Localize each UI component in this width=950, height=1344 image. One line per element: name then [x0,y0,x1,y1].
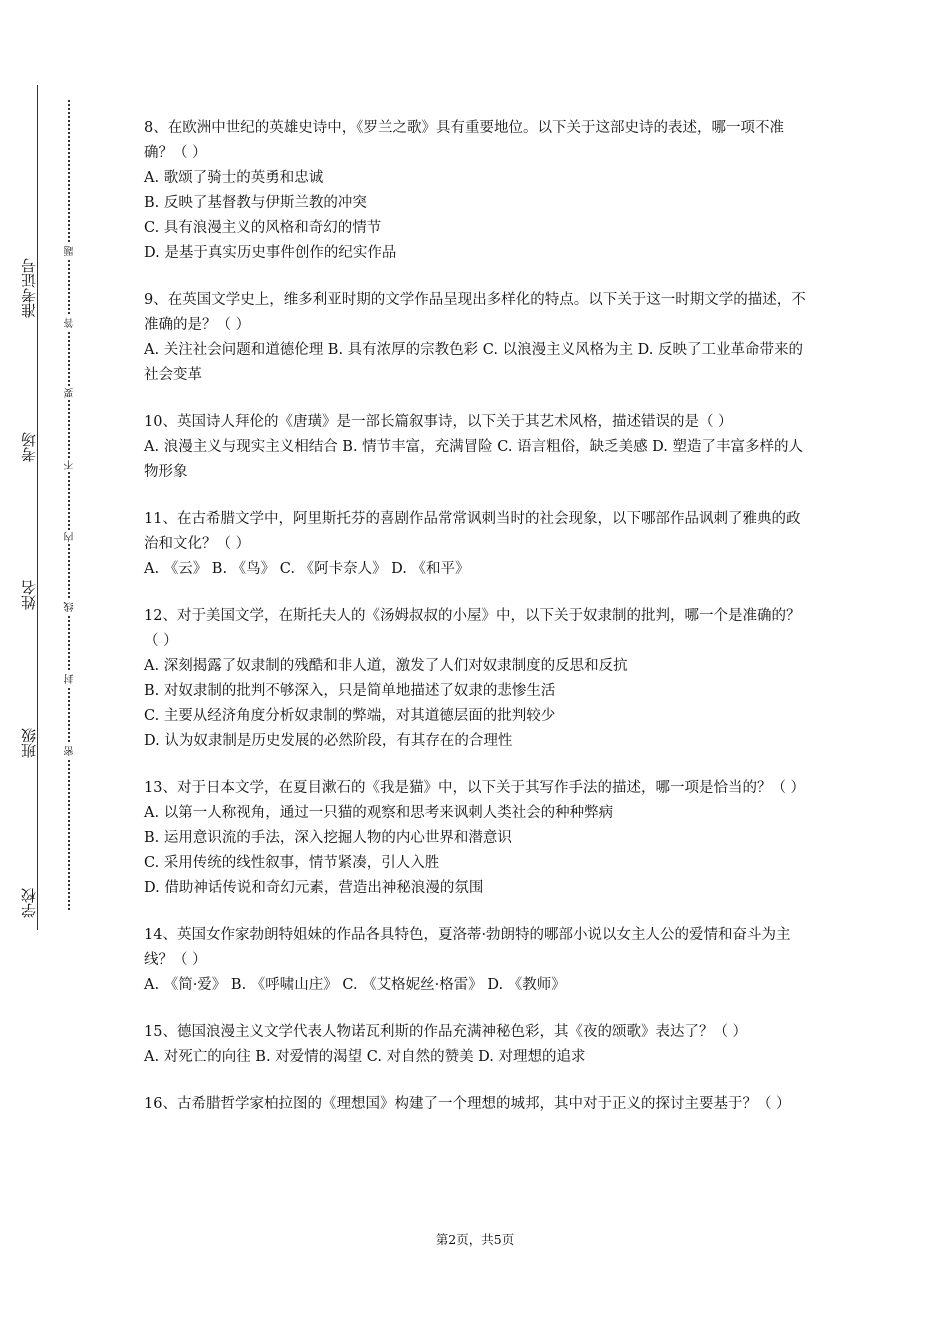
question-13 [144,776,812,901]
seal-char: 线 [65,602,76,612]
option-b: B. 运用意识流的手法，深入挖掘人物的内心世界和潜意识 [144,830,512,846]
question-9 [144,288,812,388]
question-stem: 12、对于美国文学，在斯托夫人的《汤姆叔叔的小屋》中，以下关于奴隶制的批判，哪一个是准确的？（ ） [144,608,801,649]
question-15 [144,1020,812,1070]
name-label: 姓名 [20,580,38,610]
question-stem: 11、在古希腊文学中，阿里斯托芬的喜剧作品常常讽刺当时的社会现象，以下哪部作品讽刺了雅典的政治和文化？（ ） [144,511,801,552]
question-stem: 13、对于日本文学，在夏目漱石的《我是猫》中，以下关于其写作手法的描述，哪一项是恰当的？（ ） [144,780,806,796]
question-12 [144,604,812,754]
options-line: A. 《云》 B. 《鸟》 C. 《阿卡奈人》 D. 《和平》 [144,561,470,577]
question-14 [144,923,812,998]
option-b: B. 对奴隶制的批判不够深入，只是简单地描述了奴隶的悲惨生活 [144,683,556,699]
question-stem: 8、在欧洲中世纪的英雄史诗中，《罗兰之歌》具有重要地位。以下关于这部史诗的表述，哪一项不准确？（ ） [144,120,784,161]
option-a: A. 歌颂了骑士的英勇和忠诚 [144,170,324,186]
seal-char: 封 [65,674,76,684]
question-stem: 15、德国浪漫主义文学代表人物诺瓦利斯的作品充满神秘色彩，其《夜的颂歌》表达了？（ ） [144,1024,748,1040]
school-label: 学校 [20,888,38,918]
question-stem: 14、英国女作家勃朗特姐妹的作品各具特色，夏洛蒂·勃朗特的哪部小说以女主人公的爱情和奋斗为主线？（ ） [144,927,791,968]
option-d: D. 是基于真实历史事件创作的纪实作品 [144,245,397,261]
question-stem: 9、在英国文学史上，维多利亚时期的文学作品呈现出多样化的特点。以下关于这一时期文学的描述，不准确的是？（ ） [144,292,806,333]
seal-char: 不 [65,460,76,470]
seal-char: 题 [65,246,76,256]
question-10 [144,410,812,485]
exam-room-label: 考场 [20,432,38,462]
options-line: A. 对死亡的向往 B. 对爱情的渴望 C. 对自然的赞美 D. 对理想的追求 [144,1049,586,1065]
option-d: D. 借助神话传说和奇幻元素，营造出神秘浪漫的氛围 [144,880,484,896]
class-label: 班级 [20,728,38,758]
page-number: 第2页，共5页 [435,1232,515,1247]
question-stem: 16、古希腊哲学家柏拉图的《理想国》构建了一个理想的城邦，其中对于正义的探讨主要基于？（ ） [144,1096,791,1112]
options-line: A. 关注社会问题和道德伦理 B. 具有浓厚的宗教色彩 C. 以浪漫主义风格为主 D. 反映了工业革命带来的社会变革 [144,342,804,383]
seal-char: 答 [65,318,76,328]
option-c: C. 采用传统的线性叙事，情节紧凑，引人入胜 [144,855,440,871]
question-11 [144,507,812,582]
seal-char: 内 [65,532,76,542]
option-c: C. 具有浪漫主义的风格和奇幻的情节 [144,220,382,236]
option-c: C. 主要从经济角度分析奴隶制的弊端，对其道德层面的批判较少 [144,708,556,724]
option-a: A. 深刻揭露了奴隶制的残酷和非人道，激发了人们对奴隶制度的反思和反抗 [144,658,628,674]
question-8 [144,116,812,266]
seal-char: 要 [65,388,76,398]
options-line: A. 浪漫主义与现实主义相结合 B. 情节丰富，充满冒险 C. 语言粗俗，缺乏美感 D. 塑造了丰富多样的人物形象 [144,439,804,480]
seal-char: 密 [65,746,76,756]
option-d: D. 认为奴隶制是历史发展的必然阶段，有其存在的合理性 [144,733,513,749]
seal-dotted-line [68,100,70,910]
option-b: B. 反映了基督教与伊斯兰教的冲突 [144,195,367,211]
question-16 [144,1092,812,1117]
question-list [144,116,812,1139]
option-a: A. 以第一人称视角，通过一只猫的观察和思考来讽刺人类社会的种种弊病 [144,805,614,821]
options-line: A. 《简·爱》 B. 《呼啸山庄》 C. 《艾格妮丝·格雷》 D. 《教师》 [144,977,566,993]
binding-line [37,85,38,930]
question-stem: 10、英国诗人拜伦的《唐璜》是一部长篇叙事诗，以下关于其艺术风格，描述错误的是（ ） [144,414,733,430]
exam-id-label: 准考证号 [20,258,38,318]
